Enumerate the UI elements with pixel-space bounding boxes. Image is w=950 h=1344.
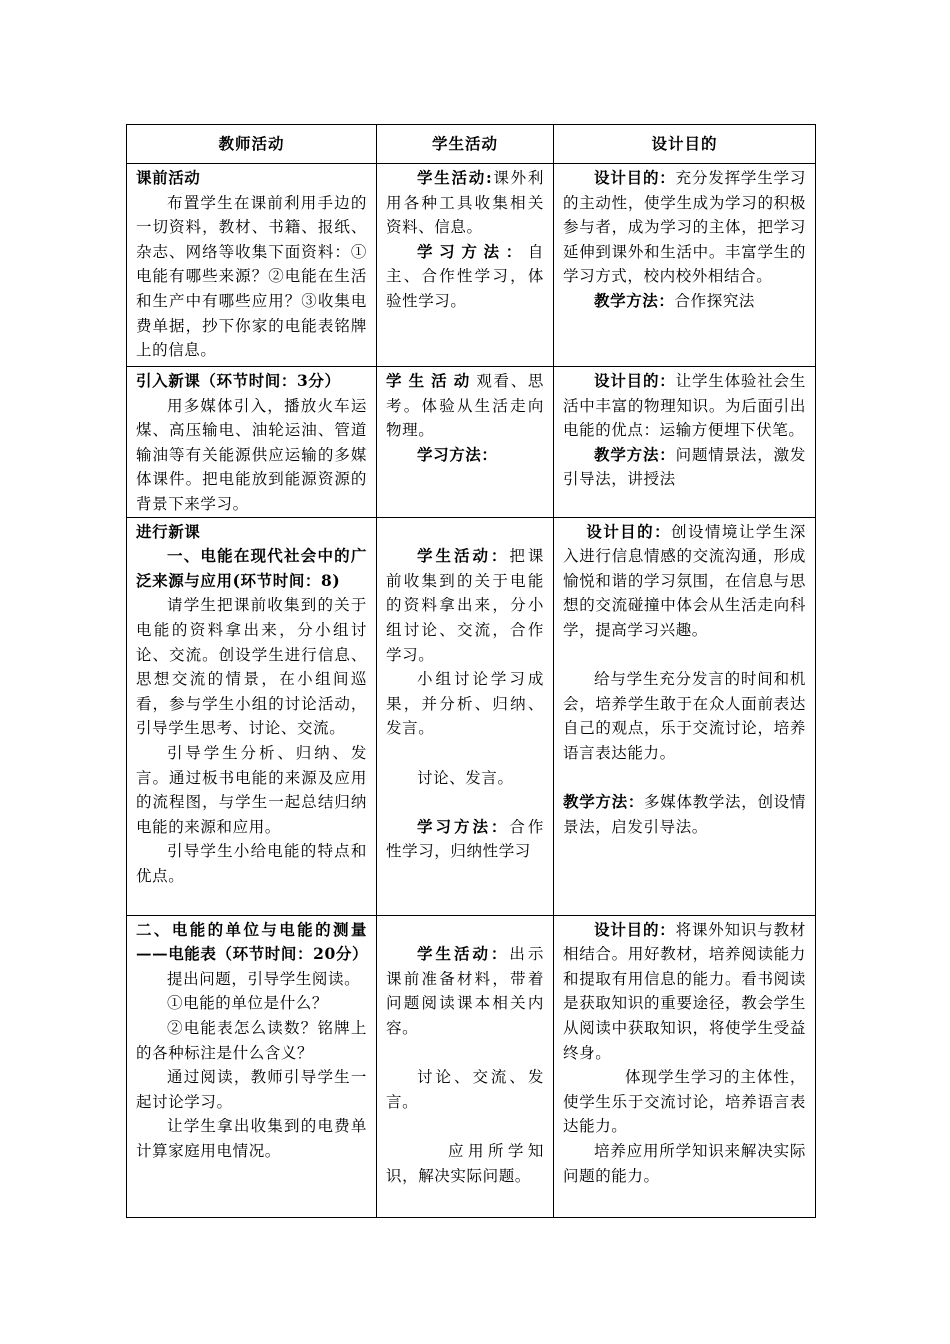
teacher-text: 让学生拿出收集到的电费单计算家庭用电情况。 [136, 1117, 367, 1160]
design-purpose-label: 设计目的： [594, 371, 676, 390]
student-cell [377, 915, 554, 1217]
student-activity-text: 课外利用各种工具收集相关资料、信息。 [386, 169, 544, 237]
subsection-title: 一、电能在现代社会中的广泛来源与应用(环节时间：8) [136, 546, 367, 590]
table-row [127, 367, 816, 518]
student-activity-label: 学生活动： [417, 944, 510, 964]
design-purpose-label: 设计目的： [586, 521, 672, 541]
teacher-cell [127, 164, 377, 367]
header-teacher: 教师活动 [127, 125, 377, 164]
student-text: 讨论、发言。 [417, 768, 514, 787]
table-row [127, 517, 816, 915]
teacher-text: 提出问题，引导学生阅读。 [167, 969, 361, 988]
design-purpose-text: 创设情境让学生深入进行信息情感的交流沟通，形成愉悦和谐的学习氛围，在信息与思想的交流碰撞中体会从生活走向科学，提高学习兴趣。 [563, 522, 806, 639]
design-cell [554, 164, 816, 367]
teacher-text: 引导学生小给电能的特点和优点。 [136, 842, 367, 885]
student-activity-text: 出示课前准备材料，带着问题阅读课本相关内容。 [386, 945, 544, 1037]
learning-method-text: 自主、合作性学习，体验性学习。 [386, 242, 544, 310]
table-row [127, 915, 816, 1217]
design-purpose-label: 设计目的： [594, 919, 676, 939]
table-header-row [127, 125, 816, 164]
learning-method-label: 学习方法： [417, 444, 498, 464]
teaching-method-text: 多媒体教学法，创设情景法，启发引导法。 [563, 793, 806, 836]
teacher-text: 用多媒体引入，播放火车运煤、高压输电、油轮运油、管道输油等有关能源供应运输的多媒体课件。把电能放到能源资源的背景下来学习。 [136, 396, 367, 513]
teacher-text: ②电能表怎么读数？铭牌上的各种标注是什么含义？ [136, 1018, 367, 1062]
design-text: 给与学生充分发言的时间和机会，培养学生敢于在众人面前表达自己的观点，乐于交流讨论，培养语言表达能力。 [563, 670, 806, 762]
student-activity-label: 学生活动: [417, 168, 493, 187]
teaching-method-label: 教学方法： [594, 290, 675, 310]
teaching-method-label: 教学方法： [563, 792, 645, 812]
teaching-method-text: 合作探究法 [674, 291, 756, 310]
table-row [127, 164, 816, 367]
design-purpose-text: 让学生体验社会生活中丰富的物理知识。为后面引出电能的优点：运输方便埋下伏笔。 [563, 372, 806, 440]
teacher-text: 布置学生在课前利用手边的一切资料，教材、书籍、报纸、杂志、网络等收集下面资料：①电能有哪些来源？②电能在生活和生产中有哪些应用？③收集电费单据，抄下你家的电能表铭牌上的信息。 [136, 193, 367, 360]
teacher-text: 引导学生分析、归纳、发言。通过板书电能的来源及应用的流程图，与学生一起总结归纳电能的来源和应用。 [136, 743, 367, 836]
student-cell [377, 367, 554, 518]
design-cell [554, 915, 816, 1217]
teacher-text: ①电能的单位是什么？ [167, 994, 329, 1013]
design-text: 体现学生学习的主体性，使学生乐于交流讨论，培养语言表达能力。 [563, 1068, 806, 1136]
teaching-method-text: 问题情景法，激发引导法，讲授法 [563, 445, 806, 489]
teaching-method-label: 教学方法： [594, 444, 676, 464]
learning-method-label: 学习方法： [417, 816, 510, 836]
design-cell [554, 517, 816, 915]
section-title: 二、电能的单位与电能的测量——电能表（环节时间：20分） [136, 919, 369, 964]
design-text: 培养应用所学知识来解决实际问题的能力。 [563, 1141, 806, 1185]
header-design: 设计目的 [554, 125, 816, 164]
student-cell [377, 164, 554, 367]
student-activity-label: 学生活动 [386, 371, 477, 390]
section-title: 进行新课 [136, 521, 201, 541]
teacher-text: 通过阅读，教师引导学生一起讨论学习。 [136, 1068, 367, 1111]
lesson-plan-table [126, 124, 816, 1218]
teacher-text: 请学生把课前收集到的关于电能的资料拿出来，分小组讨论、交流。创设学生进行信息、思想交流的情景，在小组间巡看，参与学生小组的讨论活动，引导学生思考、讨论、交流。 [136, 596, 367, 738]
teacher-cell [127, 367, 377, 518]
learning-method-label: 学习方法： [417, 241, 528, 261]
teacher-cell [127, 915, 377, 1217]
learning-method-text: 合作性学习，归纳性学习 [386, 817, 544, 861]
design-cell [554, 367, 816, 518]
design-purpose-label: 设计目的： [594, 168, 676, 187]
header-student: 学生活动 [377, 125, 554, 164]
student-text: 讨论、交流、发言。 [386, 1068, 544, 1111]
student-activity-text: 把课前收集到的关于电能的资料拿出来，分小组讨论、交流，合作学习。 [386, 547, 544, 664]
design-purpose-text: 充分发挥学生学习的主动性，使学生成为学习的积极参与者，成为学习的主体，把学习延伸到课外和生活中。丰富学生的学习方式，校内校外相结合。 [563, 169, 806, 286]
student-activity-label: 学生活动： [417, 546, 510, 566]
student-text: 应用所学知识，解决实际问题。 [386, 1141, 544, 1185]
student-cell [377, 517, 554, 915]
section-title: 课前活动 [136, 168, 201, 187]
section-title: 引入新课（环节时间：3分） [136, 371, 341, 390]
teacher-cell [127, 517, 377, 915]
student-activity-text: 观看、思考。体验从生活走向物理。 [386, 372, 544, 440]
design-purpose-text: 将课外知识与教材相结合。用好教材，培养阅读能力和提取有用信息的能力。看书阅读是获取知识的重要途径，教会学生从阅读中获取知识，将使学生受益终身。 [563, 920, 806, 1062]
student-text: 小组讨论学习成果，并分析、归纳、发言。 [386, 670, 544, 738]
